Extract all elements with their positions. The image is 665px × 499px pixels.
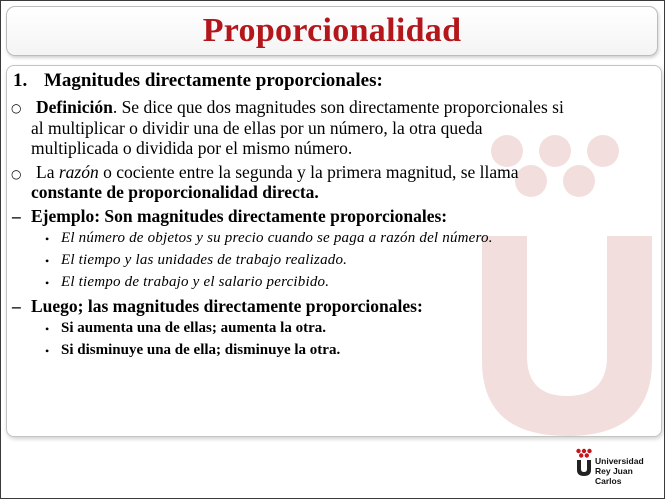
circle-bullet-icon: ○ <box>11 167 22 181</box>
definition-line-3: multiplicada o dividida por el mismo número. <box>31 138 353 158</box>
content-box <box>6 65 662 437</box>
ratio-term: razón <box>58 162 99 182</box>
example-item: El tiempo de trabajo y el salario percibido. <box>61 274 330 290</box>
example-item: El número de objetos y su precio cuando se paga a razón del número. <box>61 230 493 246</box>
content-area <box>7 66 661 436</box>
ratio-prefix: La <box>36 162 59 182</box>
dot-bullet-icon: • <box>45 322 50 336</box>
conclusion-item: Si aumenta una de ellas; aumenta la otra. <box>61 320 327 336</box>
example-item: El tiempo y las unidades de trabajo realizado. <box>61 252 348 268</box>
dot-bullet-icon: • <box>45 276 50 290</box>
dash-bullet-icon: – <box>12 296 21 316</box>
section-number: 1. <box>13 70 28 91</box>
section-heading <box>13 70 383 92</box>
dot-bullet-icon: • <box>45 344 50 358</box>
dash-bullet-icon: – <box>12 206 21 226</box>
example-heading: Ejemplo: Son magnitudes directamente proporcionales: <box>31 206 448 226</box>
logo-line-1: Universidad <box>595 456 644 466</box>
circle-bullet-icon: ○ <box>11 101 22 115</box>
conclusion-item: Si disminuye una de ella; disminuye la otra. <box>61 342 341 358</box>
definition-line-1 <box>36 97 564 118</box>
definition-line-2: al multiplicar o dividir una de ellas por un número, la otra queda <box>31 118 483 138</box>
logo-line-2: Rey Juan Carlos <box>595 466 633 486</box>
ratio-rest: o cociente entre la segunda y la primera magnitud, se llama <box>98 162 519 182</box>
dot-bullet-icon: • <box>45 254 50 268</box>
title-box <box>6 6 658 56</box>
logo-text <box>595 456 659 486</box>
ratio-line-1 <box>36 162 519 183</box>
university-logo <box>575 448 659 492</box>
conclusion-heading: Luego; las magnitudes directamente proporcionales: <box>31 296 423 316</box>
ratio-line-2: constante de proporcionalidad directa. <box>31 182 319 202</box>
definition-label: Definición <box>36 97 113 117</box>
urjc-logo-icon <box>575 448 593 478</box>
slide-title: Proporcionalidad <box>202 12 462 49</box>
section-heading-text: Magnitudes directamente proporcionales: <box>44 70 383 91</box>
dot-bullet-icon: • <box>45 232 50 246</box>
definition-text-1: . Se dice que dos magnitudes son directamente proporcionales si <box>112 97 564 117</box>
